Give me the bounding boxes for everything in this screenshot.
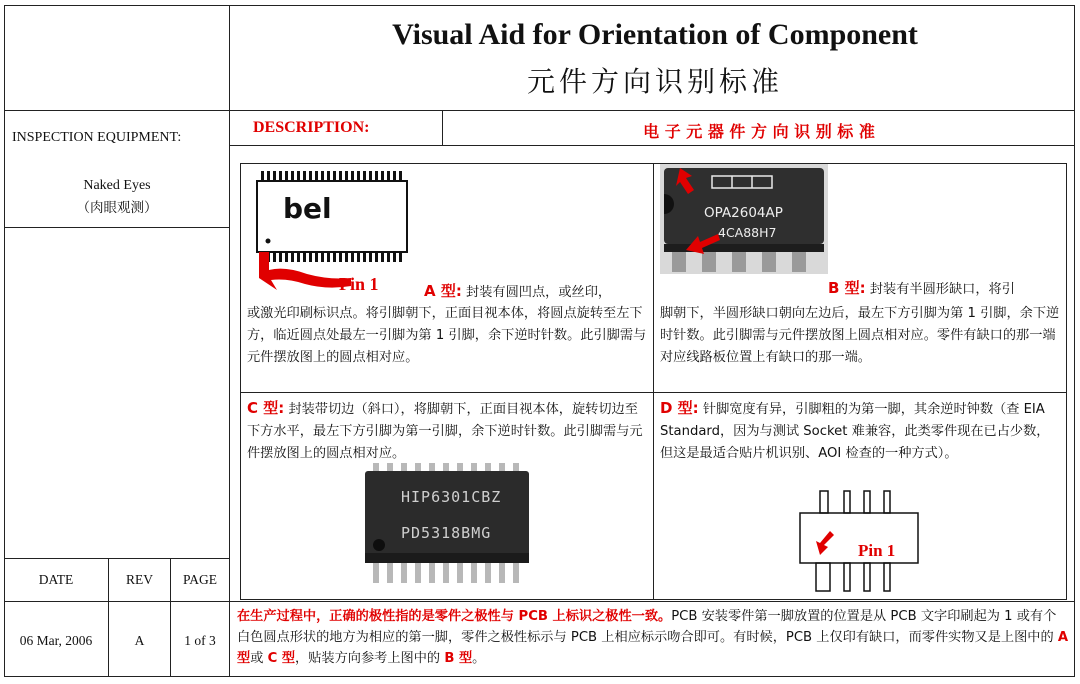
footer-note-ref-a: A 型 (237, 630, 1069, 666)
description-divider (230, 145, 1075, 146)
panel-d-text: 针脚宽度有异，引脚粗的为第一脚，其余逆时钟数（查 EIA Standard，因为与测试 Socket 难兼容，此类零件现在已占少数，但这是最适合贴片机识别、AOI 检查的一种方式）。 (660, 402, 1050, 461)
footer-note (237, 606, 1069, 669)
footer-note-text-3: 。 (472, 651, 486, 666)
title-divider (4, 110, 1075, 111)
panel-d-text-block (660, 397, 1062, 465)
panel-a-type-label: A 型: (424, 282, 462, 300)
footer-note-ref-c: C 型 (267, 651, 296, 666)
panel-a (241, 164, 652, 391)
description-label: DESCRIPTION: (253, 119, 370, 136)
panel-b-type-label: B 型: (828, 279, 866, 297)
footer-divider (4, 601, 1075, 602)
footer-note-text-1: PCB 安装零件第一脚放置的位置是从 PCB 文字印刷起为 1 或有个白色圆点形状的地方为相应的第一脚，零件之极性标示与 PCB 上相应标示吻合即可。有时候，PCB 上仅印有缺口，而零件实物又是上图中的 (237, 609, 1058, 645)
footer-note-ref-b: B 型 (444, 651, 473, 666)
panel-c-text: 封装带切边（斜口），将脚朝下，正面目视本体，旋转切边至下方水平，最左下方引脚为第一引脚，余下逆时针数。此引脚需与元件摆放图上的圆点相对应。 (247, 402, 643, 461)
chip-c-marking-1: HIP6301CBZ (401, 488, 502, 506)
panel-a-first-line (424, 280, 611, 304)
pin1-label-a: Pin 1 (339, 274, 379, 294)
description-value: 电 子 元 器 件 方 向 识 别 标 准 (643, 122, 875, 141)
inspection-equipment-label: INSPECTION EQUIPMENT: (12, 130, 182, 145)
chip-b-marking-2: 4CA88H7 (718, 225, 777, 240)
footer-note-text-2: ，贴装方向参考上图中的 (295, 651, 445, 666)
footer-note-conj: 或 (250, 651, 268, 666)
footer-header-page: PAGE (182, 572, 217, 587)
panel-b-text-first: 封装有半圆形缺口，将引 (869, 282, 1015, 297)
inspection-equipment-value: Naked Eyes (83, 178, 151, 193)
left-equipment-divider (4, 227, 230, 228)
footer-note-emphasis: 在生产过程中，正确的极性指的是零件之极性与 PCB 上标识之极性一致。 (237, 609, 672, 624)
footer-header-date: DATE (38, 572, 74, 587)
panel-b-first-line (828, 277, 1015, 301)
inspection-equipment-value-zh: （肉眼观测） (76, 200, 158, 216)
panel-c-type-label: C 型: (247, 399, 285, 417)
footer-header-rev: REV (126, 572, 153, 587)
chip-c-marking-2: PD5318BMG (401, 524, 492, 542)
panel-d (654, 393, 1066, 599)
panel-a-text-first: 封装有圆凹点，或丝印， (466, 285, 612, 300)
panel-b (654, 164, 1066, 391)
pin1-label-d: Pin 1 (858, 541, 896, 560)
chip-b-marking-1: OPA2604AP (704, 205, 783, 221)
page-title: Visual Aid for Orientation of Component (392, 18, 918, 51)
left-column-divider (229, 5, 230, 677)
panel-c-text-block (247, 397, 649, 465)
left-footer-top (4, 558, 230, 559)
footer-value-page: 1 of 3 (184, 633, 216, 648)
footer-value-rev: A (134, 633, 145, 648)
panel-d-type-label: D 型: (660, 399, 699, 417)
panel-b-text: 脚朝下，半圆形缺口朝向左边后，最左下方引脚为第 1 引脚，余下逆时针数。此引脚需与元件摆放图上圆点相对应。零件有缺口的那一端对应线路板位置上有缺口的那一端。 (660, 306, 1060, 365)
panel-c (241, 393, 652, 599)
panel-a-text: 或激光印刷标识点。将引脚朝下，正面目视本体，将圆点旋转至左下方，临近圆点处最左一引脚为第 1 引脚，余下逆时针数。此引脚需与元件摆放图上的圆点相对应。 (247, 306, 647, 365)
chip-a-marking: bel (283, 192, 332, 225)
page-title-zh: 元件方向识别标准 (526, 65, 783, 98)
footer-value-date: 06 Mar, 2006 (19, 633, 93, 648)
